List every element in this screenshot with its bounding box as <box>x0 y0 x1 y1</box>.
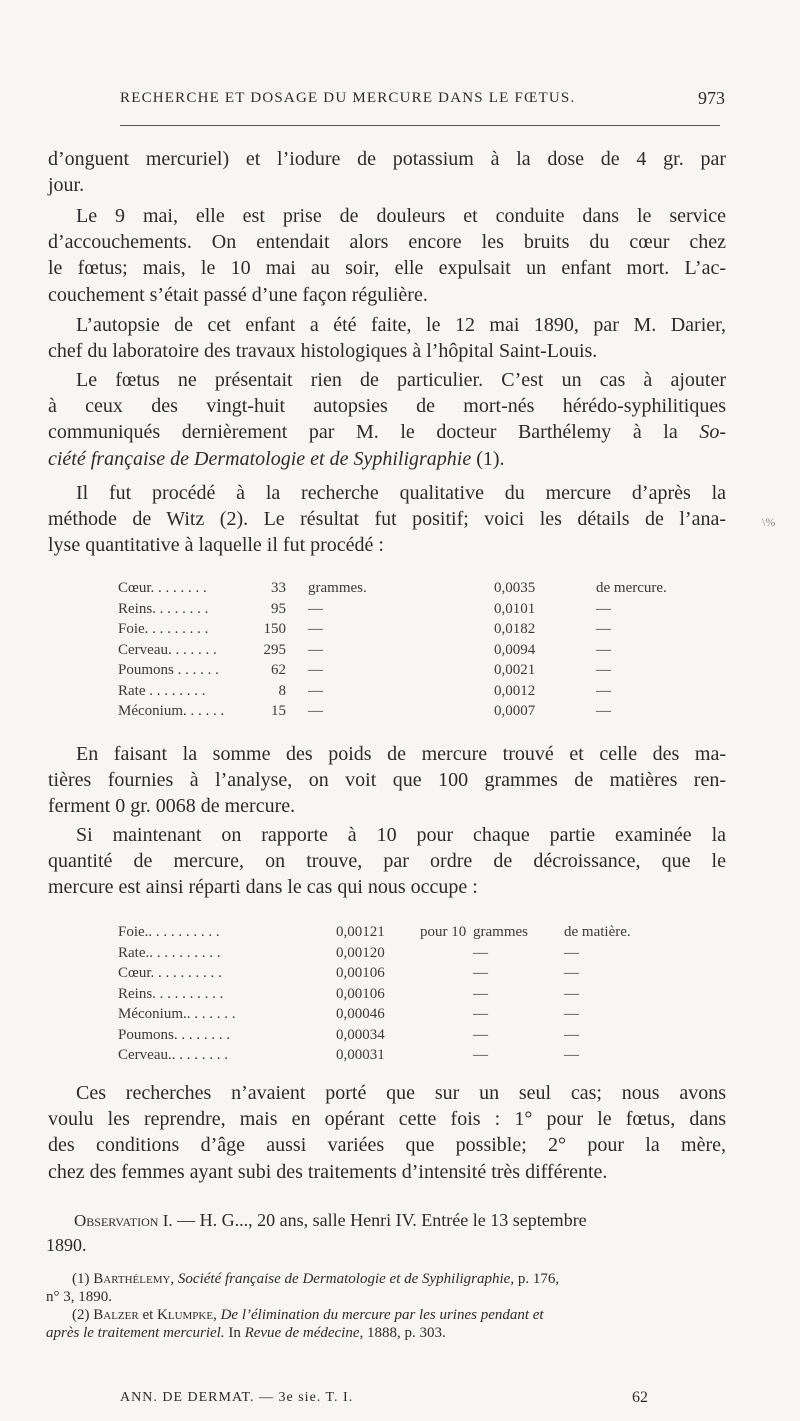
unit-cell: — <box>564 965 579 981</box>
paragraph-8 <box>48 1080 726 1185</box>
weight-cell: 295 <box>263 641 286 658</box>
organ-cell: Foie. . . . . . . . . <box>118 621 209 637</box>
text-line: couchement s’était passé d’une façon régulière. <box>48 283 428 306</box>
text-fragment: communiqués dernièrement par M. le docteur Barthélemy à la <box>48 421 678 444</box>
mercury-cell: 0,0007 <box>494 703 536 719</box>
footnote-text: In <box>224 1325 245 1341</box>
unit-cell: grammes <box>473 924 528 940</box>
organ-cell: Reins. . . . . . . . . . <box>118 985 224 1002</box>
text-line: chef du laboratoire des travaux histologiques à l’hôpital Saint-Louis. <box>48 340 598 363</box>
unit-cell: — <box>308 662 323 678</box>
unit-cell: — <box>308 703 323 719</box>
paragraph-1 <box>48 146 726 198</box>
text-line: à ceux des vingt-huit autopsies de mort-nés hérédo-syphilitiques <box>48 395 726 418</box>
text-line: mercure est ainsi réparti dans le cas qui nous occupe : <box>48 876 478 899</box>
value-cell: 0,00046 <box>336 1006 385 1022</box>
text-line: chez des femmes ayant subi des traitements d’intensité très différente. <box>48 1160 608 1183</box>
text-line: lyse quantitative à laquelle il fut procédé : <box>48 534 384 557</box>
weight-cell: 8 <box>278 682 286 699</box>
table-row <box>118 683 658 703</box>
italic-fragment: So- <box>699 421 727 444</box>
unit-cell: — <box>564 944 579 961</box>
mercury-table-1 <box>118 580 667 730</box>
table-row <box>118 1027 663 1047</box>
unit-cell: — <box>308 641 323 658</box>
text-line: des conditions d’âge aussi variées que possible; 2° pour la mère, <box>48 1134 726 1157</box>
unit-cell: grammes. <box>308 580 367 596</box>
organ-cell: Cœur. . . . . . . . <box>118 580 207 596</box>
footer-page: 62 <box>632 1389 648 1406</box>
organ-cell: Foie.. . . . . . . . . . <box>118 924 220 940</box>
mercury-table-2 <box>118 924 663 1074</box>
observation-label: Observation I. <box>74 1211 173 1230</box>
unit-cell: — <box>596 600 611 617</box>
header-title: RECHERCHE ET DOSAGE DU MERCURE DANS LE FŒTUS. <box>120 90 576 106</box>
unit-cell: — <box>564 1047 579 1063</box>
unit-cell: — <box>596 662 611 678</box>
footnote-author: Balzer <box>93 1307 139 1323</box>
text-line: voulu les reprendre, mais en opérant cette fois : 1° pour le fœtus, dans <box>48 1108 726 1131</box>
unit-cell: — <box>564 985 579 1002</box>
footnote-text: 1888, p. 303. <box>363 1325 446 1341</box>
unit-cell: — <box>473 944 488 961</box>
header-page-number: 973 <box>698 88 725 108</box>
value-cell: 0,00120 <box>336 944 385 961</box>
text-fragment: (1). <box>471 447 505 470</box>
table-row <box>118 1047 663 1067</box>
footnote-number: (1) <box>72 1271 90 1287</box>
mercury-cell: 0,0101 <box>494 600 536 617</box>
observation-heading <box>46 1208 722 1257</box>
text-line <box>48 446 726 472</box>
text-line: Ces recherches n’avaient porté que sur un seul cas; nous avons <box>76 1082 726 1104</box>
italic-fragment: ciété française de Dermatologie et de Syphiligraphie <box>48 447 472 470</box>
table-row <box>118 580 667 600</box>
organ-cell: Méconium. . . . . . <box>118 703 225 719</box>
paragraph-4 <box>48 367 726 472</box>
value-cell: 0,00106 <box>336 985 385 1002</box>
organ-cell: Poumons . . . . . . <box>118 662 219 678</box>
table-row <box>118 1006 663 1026</box>
table-row <box>118 945 663 965</box>
text-line: Il fut procédé à la recherche qualitative du mercure d’après la <box>76 482 726 504</box>
paragraph-6 <box>48 741 726 820</box>
footnote-number: (2) <box>72 1307 90 1323</box>
weight-cell: 150 <box>263 621 286 637</box>
organ-cell: Méconium.. . . . . . . <box>118 1006 236 1022</box>
page-footer <box>120 1390 648 1406</box>
unit-cell: — <box>473 1006 488 1022</box>
footer-signature: ANN. DE DERMAT. — 3e sie. T. I. <box>120 1390 354 1405</box>
footnote-journal: Revue de médecine, <box>244 1325 364 1341</box>
text-line: d’accouchements. On entendait alors encore les bruits du cœur chez <box>48 231 726 254</box>
unit-cell: — <box>308 621 323 637</box>
text-line: d’onguent mercuriel) et l’iodure de potassium à la dose de 4 gr. par <box>48 148 726 170</box>
value-cell: 0,00031 <box>336 1047 385 1063</box>
unit-cell: — <box>308 682 323 699</box>
mercury-cell: 0,0012 <box>494 682 536 699</box>
organ-cell: Cœur. . . . . . . . . . <box>118 965 222 981</box>
unit-cell: — <box>596 641 611 658</box>
footnote-1 <box>72 1270 722 1288</box>
organ-cell: Cerveau.. . . . . . . . <box>118 1047 228 1063</box>
footnote-text: et <box>138 1307 158 1323</box>
unit-cell: — <box>308 600 323 617</box>
footnote-1-line2: n° 3, 1890. <box>46 1289 112 1305</box>
weight-cell: 15 <box>271 703 286 719</box>
mercury-cell: 0,0094 <box>494 641 536 658</box>
text-line: le fœtus; mais, le 10 mai au soir, elle expulsait un enfant mort. L’ac- <box>48 257 726 280</box>
table-row <box>118 924 663 944</box>
text-line <box>48 419 726 445</box>
unit-cell: de mercure. <box>596 580 667 596</box>
paragraph-7 <box>48 822 726 901</box>
header-rule <box>120 125 720 126</box>
text-line: jour. <box>48 174 85 197</box>
unit-cell: — <box>473 1026 488 1043</box>
footnote-title: après le traitement mercuriel. <box>46 1325 225 1341</box>
footnote-2-line2 <box>46 1324 722 1342</box>
text-line: ferment 0 gr. 0068 de mercure. <box>48 795 296 818</box>
footnote-title: Société française de Dermatologie et de Syphiligraphie, <box>177 1271 515 1287</box>
paragraph-2 <box>48 203 726 308</box>
margin-mark: \% <box>762 515 776 529</box>
table-row <box>118 965 663 985</box>
footnote-author: Barthélemy, <box>93 1271 175 1287</box>
mercury-cell: 0,0035 <box>494 580 536 596</box>
observation-text-line2: 1890. <box>46 1235 87 1255</box>
text-line: méthode de Witz (2). Le résultat fut positif; voici les détails de l’ana- <box>48 508 726 531</box>
organ-cell: Poumons. . . . . . . . <box>118 1026 231 1043</box>
table-row <box>118 642 658 662</box>
text-line: Si maintenant on rapporte à 10 pour chaque partie examinée la <box>76 824 726 846</box>
table-row <box>118 703 658 723</box>
text-line: En faisant la somme des poids de mercure trouvé et celle des ma- <box>76 743 726 765</box>
unit-cell: — <box>564 1006 579 1022</box>
unit-cell: — <box>473 1047 488 1063</box>
table-row <box>118 601 658 621</box>
footnote-author: Klumpke, <box>157 1307 217 1323</box>
paragraph-3 <box>48 312 726 364</box>
unit-cell: — <box>473 985 488 1002</box>
text-line: quantité de mercure, on trouve, par ordre de décroissance, que le <box>48 850 726 873</box>
paragraph-5 <box>48 480 726 559</box>
mercury-cell: 0,0021 <box>494 662 536 678</box>
footnote-2 <box>72 1306 722 1324</box>
weight-cell: 62 <box>271 662 286 678</box>
organ-cell: Reins. . . . . . . . <box>118 600 209 617</box>
organ-cell: Rate . . . . . . . . <box>118 682 206 699</box>
mercury-cell: 0,0182 <box>494 621 536 637</box>
value-cell: 0,00106 <box>336 965 385 981</box>
table-row <box>118 662 658 682</box>
unit-cell: — <box>473 965 488 981</box>
footnotes <box>46 1270 722 1342</box>
unit-cell: pour 10 <box>420 924 467 940</box>
unit-cell: de matière. <box>564 924 631 940</box>
table-row <box>118 621 658 641</box>
footnote-title: De l’élimination du mercure par les urines pendant et <box>216 1307 544 1323</box>
value-cell: 0,00121 <box>336 924 385 940</box>
text-line: tières fournies à l’analyse, on voit que 100 grammes de matières ren- <box>48 769 726 792</box>
weight-cell: 33 <box>271 580 286 596</box>
weight-cell: 95 <box>271 600 286 617</box>
footnote-text: p. 176, <box>514 1271 560 1287</box>
unit-cell: — <box>596 621 611 637</box>
table-row <box>118 986 663 1006</box>
observation-text: — H. G..., 20 ans, salle Henri IV. Entrée le 13 septembre <box>172 1210 587 1230</box>
value-cell: 0,00034 <box>336 1026 385 1043</box>
text-line: L’autopsie de cet enfant a été faite, le 12 mai 1890, par M. Darier, <box>76 314 726 336</box>
unit-cell: — <box>596 682 611 699</box>
organ-cell: Cerveau. . . . . . . <box>118 641 217 658</box>
organ-cell: Rate.. . . . . . . . . . <box>118 944 221 961</box>
unit-cell: — <box>564 1026 579 1043</box>
text-line: Le fœtus ne présentait rien de particulier. C’est un cas à ajouter <box>76 369 726 391</box>
text-line: Le 9 mai, elle est prise de douleurs et conduite dans le service <box>76 205 726 227</box>
unit-cell: — <box>596 703 611 719</box>
running-header <box>120 88 725 112</box>
